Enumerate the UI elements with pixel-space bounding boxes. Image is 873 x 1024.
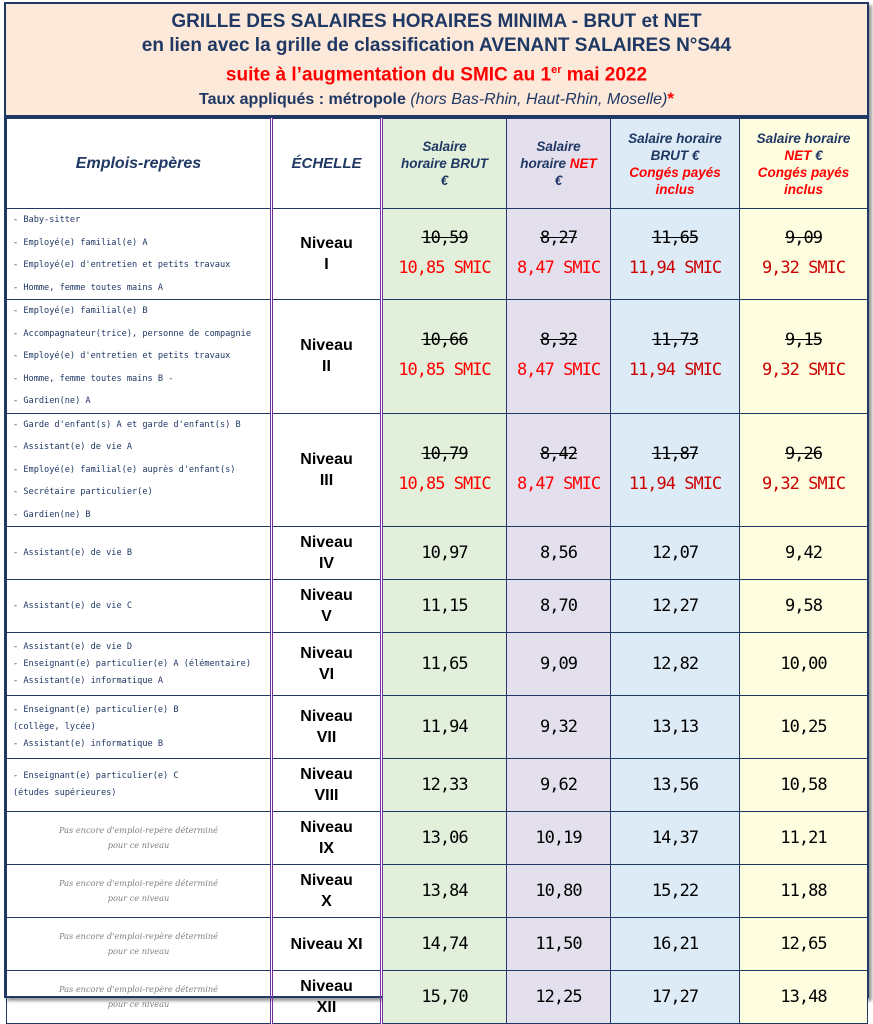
table-row — [7, 971, 868, 1024]
cell-brut-cp: 17,27 — [611, 971, 740, 1024]
jobs-cell — [7, 413, 272, 527]
no-job-note-line-2: pour ce niveau — [107, 999, 170, 1009]
job-item: - Accompagnateur(trice), personne de compagnie — [13, 328, 251, 339]
table-row — [7, 300, 868, 414]
old-rate: 8,27 — [540, 228, 577, 248]
title-line-4 — [6, 87, 867, 111]
jobs-cell — [7, 209, 272, 300]
level-cell — [272, 580, 382, 633]
old-rate: 8,32 — [540, 330, 577, 351]
no-job-note — [7, 812, 272, 865]
old-rate: 8,42 — [540, 443, 577, 464]
job-item: - Enseignant(e) particulier(e) C — [13, 771, 179, 781]
cell-net-cp: 10,58 — [740, 759, 868, 812]
job-item: - Employé(e) d'entretien et petits travaux — [13, 260, 231, 270]
cell-brut: 13,84 — [382, 865, 507, 918]
col-header-net-cp-l4: inclus — [783, 181, 823, 197]
table-row — [7, 527, 868, 580]
level-numeral: XII — [316, 999, 337, 1016]
cell-net-cp: 12,65 — [740, 918, 868, 971]
cell-net: 10,19 — [507, 812, 611, 865]
old-rate: 9,09 — [785, 228, 822, 248]
level-cell — [272, 696, 382, 759]
table-row — [7, 759, 868, 812]
cell-net: 9,62 — [507, 759, 611, 812]
old-rate: 10,79 — [421, 443, 468, 464]
table-row — [7, 812, 868, 865]
level-cell — [272, 300, 382, 414]
level-label: Niveau — [300, 872, 353, 889]
col-header-net-cp-l3: Congés payés — [757, 164, 850, 180]
old-rate: 10,59 — [421, 228, 468, 248]
level-label: Niveau — [300, 766, 353, 783]
level-cell — [272, 812, 382, 865]
job-item: (études supérieures) — [13, 788, 117, 798]
level-cell — [272, 413, 382, 527]
jobs-cell — [7, 527, 272, 580]
cell-net — [507, 209, 611, 300]
level-cell — [272, 527, 382, 580]
no-job-note-line-2: pour ce niveau — [107, 840, 170, 850]
job-item: (collège, lycée) — [13, 721, 96, 732]
cell-net-cp: 9,42 — [740, 527, 868, 580]
level-label: Niveau — [300, 450, 353, 468]
cell-net — [507, 413, 611, 527]
rates-exclusion: (hors Bas-Rhin, Haut-Rhin, Moselle) — [410, 91, 668, 109]
col-header-net-cp-l1: Salaire horaire — [756, 130, 851, 146]
col-header-net — [507, 119, 611, 209]
job-item: - Baby-sitter — [13, 215, 81, 225]
cell-net-cp: 11,88 — [740, 865, 868, 918]
cell-net: 11,50 — [507, 918, 611, 971]
level-numeral: V — [321, 608, 332, 625]
cell-brut — [382, 413, 507, 527]
cell-brut-cp: 15,22 — [611, 865, 740, 918]
cell-net-cp: 11,21 — [740, 812, 868, 865]
cell-brut-cp — [611, 300, 740, 414]
table-row — [7, 696, 868, 759]
level-cell — [272, 865, 382, 918]
cell-brut: 11,15 — [382, 580, 507, 633]
cell-net-cp: 10,25 — [740, 696, 868, 759]
new-smic-rate: 10,85 SMIC — [398, 258, 491, 278]
cell-brut: 14,74 — [382, 918, 507, 971]
level-numeral: IV — [318, 555, 335, 572]
level-cell — [272, 971, 382, 1024]
col-header-brut-cp-l2: BRUT € — [650, 147, 700, 163]
salary-grid-document — [4, 2, 869, 1016]
new-smic-rate: 8,47 SMIC — [516, 258, 601, 278]
old-rate: 9,26 — [785, 443, 822, 464]
no-job-note-line-2: pour ce niveau — [107, 946, 170, 956]
col-header-net-l2b: NET — [569, 156, 597, 171]
no-job-note-line-1: Pas encore d'emploi-repère déterminé — [59, 984, 218, 994]
cell-net-cp — [740, 209, 868, 300]
level-label: Niveau — [300, 645, 353, 662]
cell-brut-cp: 12,27 — [611, 580, 740, 633]
cell-brut-cp: 13,13 — [611, 696, 740, 759]
level-numeral: II — [322, 358, 331, 376]
new-smic-rate: 9,32 SMIC — [761, 258, 846, 278]
col-header-jobs: Emplois-repères — [7, 119, 272, 209]
jobs-cell — [7, 696, 272, 759]
table-row — [7, 580, 868, 633]
job-item: - Assistant(e) informatique A — [13, 675, 164, 686]
old-rate: 11,73 — [651, 330, 699, 351]
job-item: - Employé(e) familial(e) auprès d'enfant(s) — [13, 464, 236, 475]
cell-net-cp — [740, 300, 868, 414]
cell-brut-cp — [611, 209, 740, 300]
col-header-brut-l2: horaire BRUT — [400, 156, 488, 171]
job-item: - Assistant(e) de vie A — [13, 442, 132, 452]
cell-net-cp: 9,58 — [740, 580, 868, 633]
level-label: Niveau — [300, 587, 353, 604]
title-line-3-post: mai 2022 — [561, 64, 648, 86]
col-header-net-cp-l2b: € — [811, 147, 823, 163]
level-cell — [272, 209, 382, 300]
title-line-2: en lien avec la grille de classification AVENANT SALAIRES N°S44 — [141, 35, 732, 56]
cell-brut-cp: 12,07 — [611, 527, 740, 580]
col-header-net-cp-l2 — [740, 147, 867, 164]
job-item: - Gardien(ne) B — [13, 509, 91, 520]
new-smic-rate: 8,47 SMIC — [516, 473, 601, 494]
job-item: - Enseignant(e) particulier(e) B — [13, 704, 179, 715]
new-smic-rate: 11,94 SMIC — [628, 258, 722, 278]
cell-net: 12,25 — [507, 971, 611, 1024]
job-item: - Gardien(ne) A — [13, 396, 91, 406]
cell-brut: 11,94 — [382, 696, 507, 759]
level-cell — [272, 759, 382, 812]
cell-brut: 10,97 — [382, 527, 507, 580]
cell-net: 8,70 — [507, 580, 611, 633]
job-item: - Employé(e) d'entretien et petits travaux — [13, 351, 231, 361]
col-header-brut-l3: € — [440, 173, 449, 188]
no-job-note — [7, 971, 272, 1024]
col-header-brut-cp — [611, 119, 740, 209]
level-numeral: III — [319, 471, 334, 489]
title-line-3-pre: suite à l’augmentation du SMIC au 1 — [225, 64, 552, 86]
title-line-3 — [6, 58, 867, 87]
job-item: - Enseignant(e) particulier(e) A (élémentaire) — [13, 658, 251, 669]
table-row — [7, 209, 868, 300]
cell-brut-cp: 14,37 — [611, 812, 740, 865]
col-header-net-cp — [740, 119, 868, 209]
col-header-net-l2a: horaire — [520, 156, 570, 171]
cell-brut-cp: 13,56 — [611, 759, 740, 812]
cell-brut: 12,33 — [382, 759, 507, 812]
new-smic-rate: 9,32 SMIC — [761, 473, 846, 494]
col-header-brut-l1: Salaire — [422, 139, 467, 154]
level-numeral: X — [321, 893, 332, 910]
no-job-note — [7, 918, 272, 971]
job-item: - Employé(e) familial(e) A — [13, 237, 148, 248]
jobs-cell — [7, 759, 272, 812]
footnote-star: * — [667, 89, 674, 109]
new-smic-rate: 9,32 SMIC — [761, 360, 846, 381]
job-item: - Secrétaire particulier(e) — [13, 487, 153, 497]
col-header-net-l2 — [507, 155, 610, 172]
no-job-note-line-1: Pas encore d'emploi-repère déterminé — [59, 931, 218, 941]
level-numeral: VIII — [314, 787, 339, 804]
level-label: Niveau — [300, 534, 353, 551]
table-body — [7, 209, 868, 1024]
col-header-brut — [382, 119, 507, 209]
no-job-note — [7, 865, 272, 918]
cell-net-cp: 10,00 — [740, 633, 868, 696]
cell-brut-cp — [611, 413, 740, 527]
level-numeral: I — [324, 256, 329, 273]
table-row — [7, 633, 868, 696]
old-rate: 11,65 — [651, 228, 699, 248]
level-label: Niveau — [300, 235, 353, 252]
title-line-1: GRILLE DES SALAIRES HORAIRES MINIMA - BRUT et NET — [171, 11, 702, 32]
rates-label: Taux appliqués : métropole — [199, 91, 411, 109]
col-header-brut-cp-l3: Congés payés — [629, 164, 721, 180]
cell-net-cp: 13,48 — [740, 971, 868, 1024]
level-label: Niveau — [300, 978, 353, 995]
jobs-cell — [7, 300, 272, 414]
cell-net: 9,09 — [507, 633, 611, 696]
job-item: - Homme, femme toutes mains A — [13, 282, 164, 293]
no-job-note-line-1: Pas encore d'emploi-repère déterminé — [59, 825, 218, 835]
cell-brut: 11,65 — [382, 633, 507, 696]
salary-table — [6, 118, 868, 1024]
cell-brut — [382, 300, 507, 414]
level-cell — [272, 633, 382, 696]
level-label: Niveau — [300, 337, 353, 355]
job-item: - Assistant(e) informatique B — [13, 738, 164, 749]
level-numeral: VII — [316, 729, 337, 746]
old-rate: 9,15 — [785, 330, 822, 351]
new-smic-rate: 11,94 SMIC — [628, 473, 722, 494]
cell-net: 10,80 — [507, 865, 611, 918]
col-header-net-l1: Salaire — [536, 139, 581, 154]
cell-brut — [382, 209, 507, 300]
level-numeral: IX — [318, 840, 335, 857]
job-item: - Employé(e) familial(e) B — [13, 306, 148, 316]
col-header-scale: ÉCHELLE — [272, 119, 382, 209]
level-label: Niveau — [300, 819, 353, 836]
table-header-row — [7, 119, 868, 209]
job-item: - Assistant(e) de vie D — [13, 641, 132, 652]
col-header-brut-cp-l1: Salaire horaire — [628, 130, 722, 146]
job-item: - Garde d'enfant(s) A et garde d'enfant(s) B — [13, 419, 241, 430]
cell-net: 9,32 — [507, 696, 611, 759]
job-item: - Assistant(e) de vie B — [13, 547, 132, 558]
col-header-brut-cp-l4: inclus — [655, 181, 695, 197]
cell-net — [507, 300, 611, 414]
level-label: Niveau — [300, 708, 353, 725]
level-label: Niveau XI — [290, 935, 363, 953]
old-rate: 11,87 — [651, 443, 699, 464]
new-smic-rate: 10,85 SMIC — [398, 360, 491, 381]
table-row — [7, 865, 868, 918]
col-header-net-l3: € — [554, 173, 563, 188]
no-job-note-line-1: Pas encore d'emploi-repère déterminé — [59, 878, 218, 888]
cell-brut-cp: 12,82 — [611, 633, 740, 696]
level-numeral: VI — [318, 666, 335, 683]
cell-net: 8,56 — [507, 527, 611, 580]
cell-brut: 13,06 — [382, 812, 507, 865]
jobs-cell — [7, 580, 272, 633]
cell-brut: 15,70 — [382, 971, 507, 1024]
no-job-note-line-2: pour ce niveau — [107, 893, 170, 903]
table-row — [7, 918, 868, 971]
new-smic-rate: 8,47 SMIC — [516, 360, 601, 381]
job-item: - Assistant(e) de vie C — [13, 600, 132, 611]
document-header — [6, 4, 867, 118]
table-row — [7, 413, 868, 527]
old-rate: 10,66 — [421, 330, 468, 351]
cell-brut-cp: 16,21 — [611, 918, 740, 971]
job-item: - Homme, femme toutes mains B - — [13, 373, 174, 384]
title-line-3-sup: er — [551, 64, 562, 76]
cell-net-cp — [740, 413, 868, 527]
level-cell — [272, 918, 382, 971]
new-smic-rate: 10,85 SMIC — [398, 473, 491, 494]
jobs-cell — [7, 633, 272, 696]
new-smic-rate: 11,94 SMIC — [628, 360, 722, 381]
col-header-net-cp-l2a: NET — [784, 147, 812, 163]
